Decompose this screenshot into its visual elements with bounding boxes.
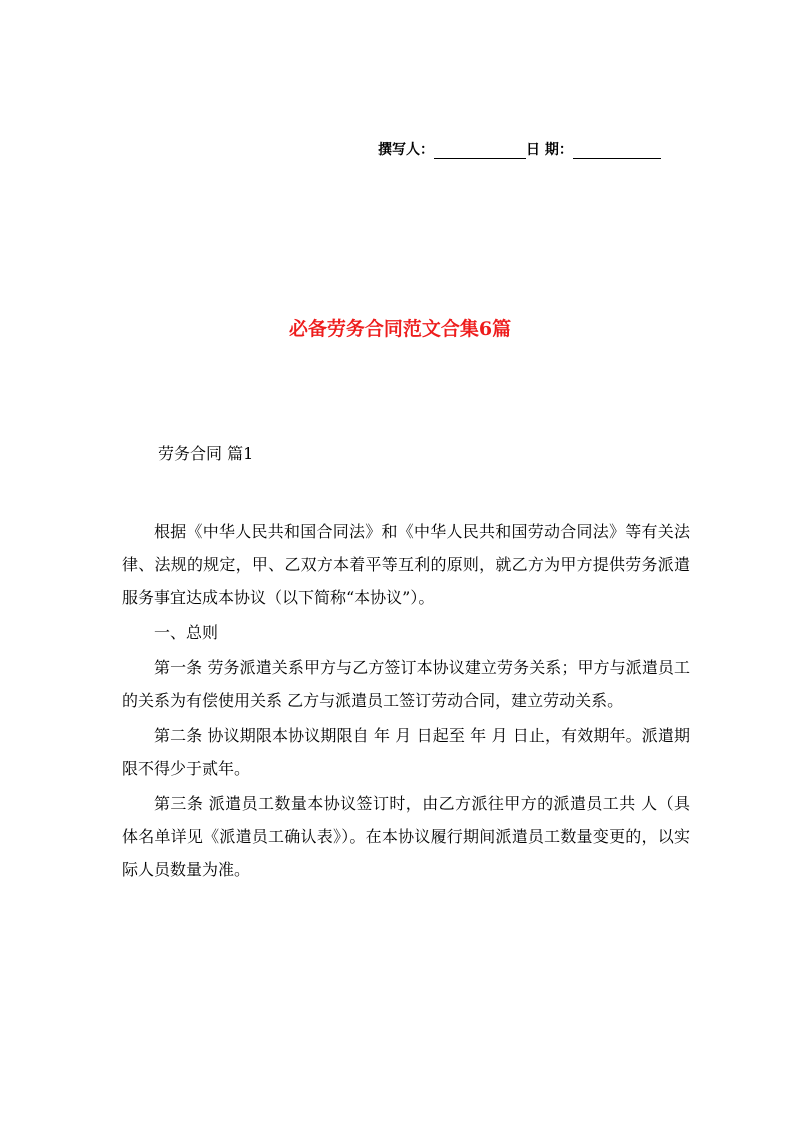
date-label: 日 期： (526, 142, 573, 158)
body-text (122, 515, 690, 886)
section-heading: 劳务合同 篇1 (158, 444, 254, 463)
paragraph-article-1: 第一条 劳务派遣关系甲方与乙方签订本协议建立劳务关系；甲方与派遣员工的关系为有偿使用关系 乙方与派遣员工签订劳动合同，建立劳动关系。 (122, 658, 690, 710)
paragraph-article-3: 第三条 派遣员工数量本协议签订时，由乙方派往甲方的派遣员工共 人（具体名单详见《派遣员工确认表》）。在本协议履行期间派遣员工数量变更的，以实际人员数量为准。 (122, 794, 690, 879)
paragraph-general-heading: 一、总则 (154, 623, 219, 642)
author-blank-field (434, 144, 526, 159)
document-title: 必备劳务合同范文合集6篇 (288, 318, 512, 340)
paragraph-intro: 根据《中华人民共和国合同法》和《中华人民共和国劳动合同法》等有关法律、法规的规定，甲、乙双方本着平等互利的原则，就乙方为甲方提供劳务派遣服务事宜达成本协议（以下简称“本协议”）。 (122, 522, 690, 607)
paragraph-article-2: 第二条 协议期限本协议期限自 年 月 日起至 年 月 日止，有效期年。派遣期限不得少于贰年。 (122, 726, 690, 778)
author-label: 撰写人： (378, 142, 434, 158)
date-blank-field (573, 144, 661, 159)
header-signature-line (378, 139, 661, 159)
